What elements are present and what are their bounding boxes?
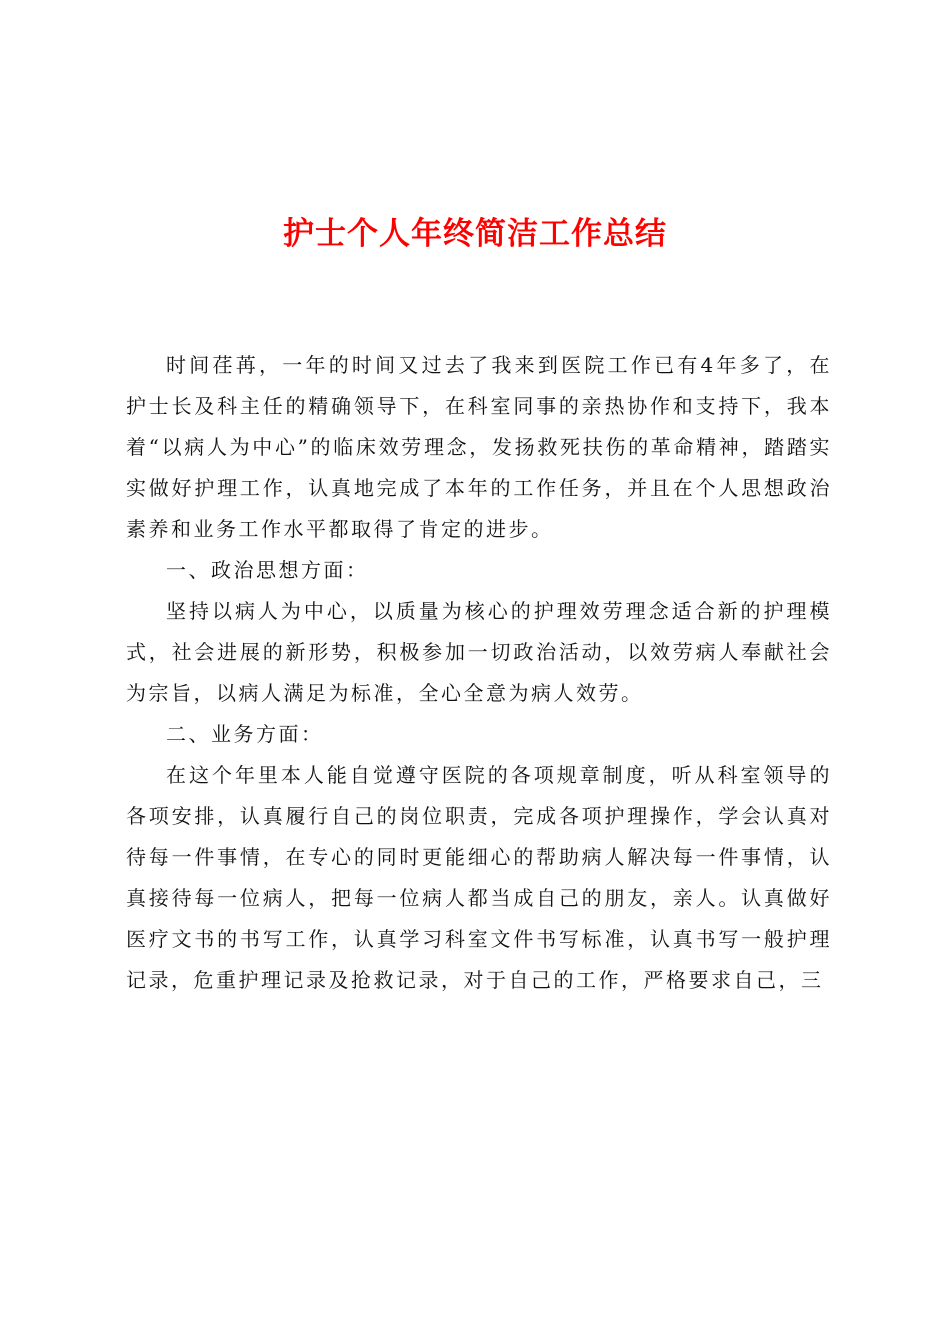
paragraph-political: 坚持以病人为中心，以质量为核心的护理效劳理念适合新的护理模式，社会进展的新形势，积极参加一切政治活动，以效劳病人奉献社会为宗旨，以病人满足为标准，全心全意为病人效劳。 — [126, 599, 832, 705]
paragraph-business: 在这个年里本人能自觉遵守医院的各项规章制度，听从科室领导的各项安排，认真履行自己的岗位职责，完成各项护理操作，学会认真对待每一件事情，在专心的同时更能细心的帮助病人解决每一件事情，认真接待每一位病人，把每一位病人都当成自己的朋友，亲人。认真做好医疗文书的书写工作，认真学习科室文件书写标准，认真书写一般护理记录，危重护理记录及抢救记录，对于自己的工作，严格要求自己，三 — [126, 763, 832, 992]
section-heading-business: 二、业务方面： — [166, 722, 324, 746]
paragraph-intro: 时间荏苒，一年的时间又过去了我来到医院工作已有4年多了，在护士长及科主任的精确领导下，在科室同事的亲热协作和支持下，我本着“以病人为中心”的临床效劳理念，发扬救死扶伤的革命精神，踏踏实实做好护理工作，认真地完成了本年的工作任务，并且在个人思想政治素养和业务工作水平都取得了肯定的进步。 — [126, 353, 832, 541]
document-title: 护士个人年终简洁工作总结 — [283, 216, 667, 252]
section-heading-political: 一、政治思想方面： — [166, 558, 369, 582]
document-body — [126, 345, 832, 1001]
